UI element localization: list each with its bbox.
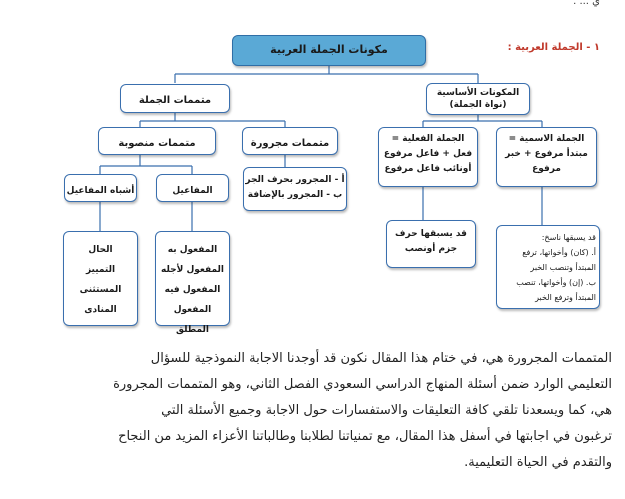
mafaeel-item: المفعول لأجله [161, 265, 224, 275]
verbal-line2: أونائب فاعل مرفوع [384, 164, 472, 174]
nominal-sentence-box [496, 127, 597, 187]
top-fragment: ي ... . [573, 0, 600, 7]
mafaeel-box [156, 174, 229, 202]
complements-label: متممات الجملة [138, 95, 212, 106]
article-paragraph [18, 346, 612, 476]
paragraph-line: التعليمي الوارد ضمن أسئلة المنهاج الدراسي السعودي الفصل الثاني، وهو المتممات المجرورة [113, 377, 612, 392]
majrura-item-2: ب - المجرور بالإضافة [247, 190, 343, 200]
nominal-nawasikh-line: قد يسبقها ناسخ: [541, 233, 596, 242]
section-heading: ١ - الجملة العربية : [507, 42, 600, 53]
ashbah-label: أشباه المفاعيل [66, 186, 135, 196]
majrura-box [242, 127, 338, 155]
basic-components-box [426, 83, 530, 115]
mafaeel-item: المفعول المطلق [173, 305, 212, 335]
mansuba-box [98, 127, 216, 155]
verbal-sentence-box [378, 127, 478, 187]
verbal-nawasikh-box [386, 220, 476, 268]
nominal-line2: مرفوع [532, 164, 561, 174]
diagram-root [232, 35, 426, 66]
nominal-title: الجملة الاسمية = [508, 134, 585, 144]
verbal-nawasikh-line1: قد يسبقها حرف [395, 229, 467, 239]
majrura-label: متممات مجرورة [250, 138, 330, 149]
mansuba-label: متممات منصوبة [118, 138, 196, 149]
nominal-nawasikh-line: أ. (كان) وأخواتها، ترفع [522, 248, 596, 257]
nominal-nawasikh-box [496, 225, 600, 309]
complements-box [120, 84, 230, 113]
ashbah-item: المستثنى [79, 285, 122, 295]
majrura-item-1: أ - المجرور بحرف الجر [245, 175, 345, 185]
verbal-title: الجملة الفعلية = [391, 134, 465, 144]
mafaeel-label: المفاعيل [172, 186, 213, 196]
basic-title: المكونات الأساسية [436, 88, 520, 98]
majrura-items-box [243, 167, 347, 211]
verbal-nawasikh-line2: جزم أونصب [404, 244, 458, 254]
paragraph-line: والتقدم في الحياة التعليمية. [464, 455, 612, 470]
paragraph-line: هي، كما ويسعدنا تلقي كافة التعليقات والاستفسارات حول الاجابة وجميع الأسئلة التي [161, 403, 612, 418]
nominal-nawasikh-line: ب. (إن) وأخواتها، تنصب [516, 278, 596, 287]
ashbah-item: المنادى [84, 305, 117, 315]
nominal-nawasikh-line: المبتدأ وتنصب الخبر [530, 263, 596, 272]
basic-subtitle: (نواة الجملة) [449, 100, 507, 110]
mafaeel-item: المفعول به [167, 245, 218, 255]
nominal-nawasikh-line: المبتدأ وترفع الخبر [535, 293, 596, 302]
ashbah-item: التمييز [85, 265, 116, 275]
ashbah-list-box [63, 231, 138, 326]
ashbah-box [64, 174, 137, 202]
ashbah-item: الحال [88, 245, 113, 255]
root-label: مكونات الجملة العربية [270, 43, 388, 56]
mafaeel-list-box [155, 231, 230, 335]
paragraph-line: ترغبون في اجابتها في أسفل هذا المقال، مع تمنياتنا لطلابنا وطالباتنا الأعزاء المزيد من النجاح [118, 429, 612, 444]
mafaeel-item: المفعول فيه [164, 285, 221, 295]
nominal-line1: مبتدأ مرفوع + خبر [505, 149, 588, 159]
verbal-line1: فعل + فاعل مرفوع [383, 149, 473, 159]
paragraph-line: المتممات المجرورة هي، في ختام هذا المقال نكون قد أوجدنا الاجابة النموذجية للسؤال [150, 351, 612, 366]
